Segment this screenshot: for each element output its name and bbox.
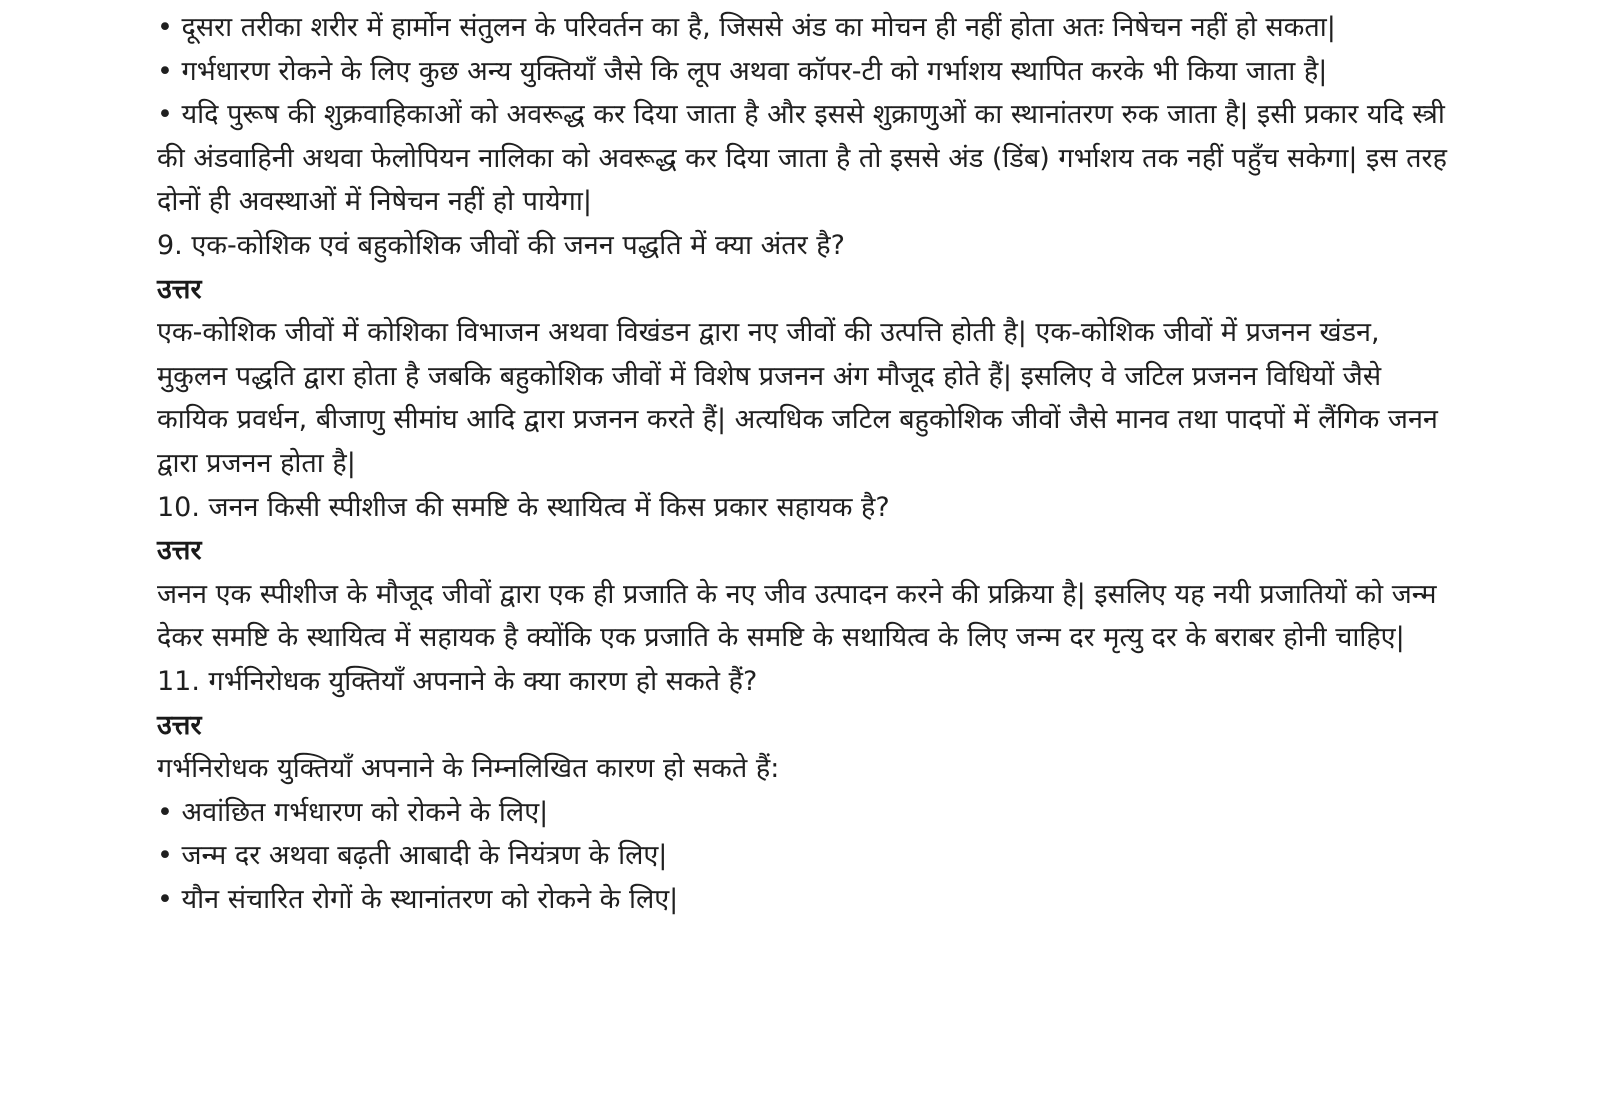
- bullet-hormone-balance: • दूसरा तरीका शरीर में हार्मोन संतुलन के परिवर्तन का है, जिससे अंड का मोचन ही नहीं होता अतः निषेचन नहीं हो सकता|: [157, 12, 1336, 43]
- answer-heading-11: उत्तर: [157, 709, 202, 741]
- bullet-population-control: • जन्म दर अथवा बढ़ती आबादी के नियंत्रण के लिए|: [157, 840, 668, 872]
- answer-9: एक-कोशिक जीवों में कोशिका विभाजन अथवा विखंडन द्वारा नए जीवों की उत्पत्ति होती है| एक-कोशिक जीवों में प्रजनन खंडन, मुकुलन पद्धति द्वारा होता है जबकि बहुकोशिक जीवों में विशेष प्रजनन अंग मौजूद होते हैं| इसलिए वे जटिल प्रजनन विधियों जैसे कायिक प्रवर्धन, बीजाणु सीमांघ आदि द्वारा प्रजनन करते हैं| अत्यधिक जटिल बहुकोशिक जीवों जैसे मानव तथा पादपों में लैंगिक जनन द्वारा प्रजनन होता है|: [157, 317, 1438, 479]
- bullet-std-prevention: • यौन संचारित रोगों के स्थानांतरण को रोकने के लिए|: [157, 883, 679, 915]
- question-9: 9. एक-कोशिक एवं बहुकोशिक जीवों की जनन पद्धति में क्या अंतर है?: [157, 229, 845, 261]
- answer-10: जनन एक स्पीशीज के मौजूद जीवों द्वारा एक ही प्रजाति के नए जीव उत्पादन करने की प्रक्रिया है| इसलिए यह नयी प्रजातियों को जन्म देकर समष्टि के स्थायित्व में सहायक है क्योंकि एक प्रजाति के समष्टि के सथायित्व के लिए जन्म दर मृत्यु दर के बराबर होनी चाहिए|: [157, 578, 1437, 654]
- answer-heading-9: उत्तर: [157, 273, 202, 305]
- document-page: [157, 6, 1457, 921]
- bullet-unwanted-pregnancy: • अवांछित गर्भधारण को रोकने के लिए|: [157, 796, 549, 828]
- question-10: 10. जनन किसी स्पीशीज की समष्टि के स्थायित्व में किस प्रकार सहायक है?: [157, 491, 890, 523]
- bullet-sterilization: • यदि पुरूष की शुक्रवाहिकाओं को अवरूद्ध कर दिया जाता है और इससे शुक्राणुओं का स्थानांतरण रुक जाता है| इसी प्रकार यदि स्त्री की अंडवाहिनी अथवा फेलोपियन नालिका को अवरूद्ध कर दिया जाता है तो इससे अंड (डिंब) गर्भाशय तक नहीं पहुँच सकेगा| इस तरह दोनों ही अवस्थाओं में निषेचन नहीं हो पायेगा|: [157, 99, 1447, 218]
- answer-heading-10: उत्तर: [157, 535, 202, 567]
- question-11: 11. गर्भनिरोधक युक्तियाँ अपनाने के क्या कारण हो सकते हैं?: [157, 665, 758, 697]
- bullet-loop-copper-t: • गर्भधारण रोकने के लिए कुछ अन्य युक्तियाँ जैसे कि लूप अथवा कॉपर-टी को गर्भाशय स्थापित करके भी किया जाता है|: [157, 55, 1328, 87]
- answer-11-intro: गर्भनिरोधक युक्तियाँ अपनाने के निम्नलिखित कारण हो सकते हैं:: [157, 753, 780, 785]
